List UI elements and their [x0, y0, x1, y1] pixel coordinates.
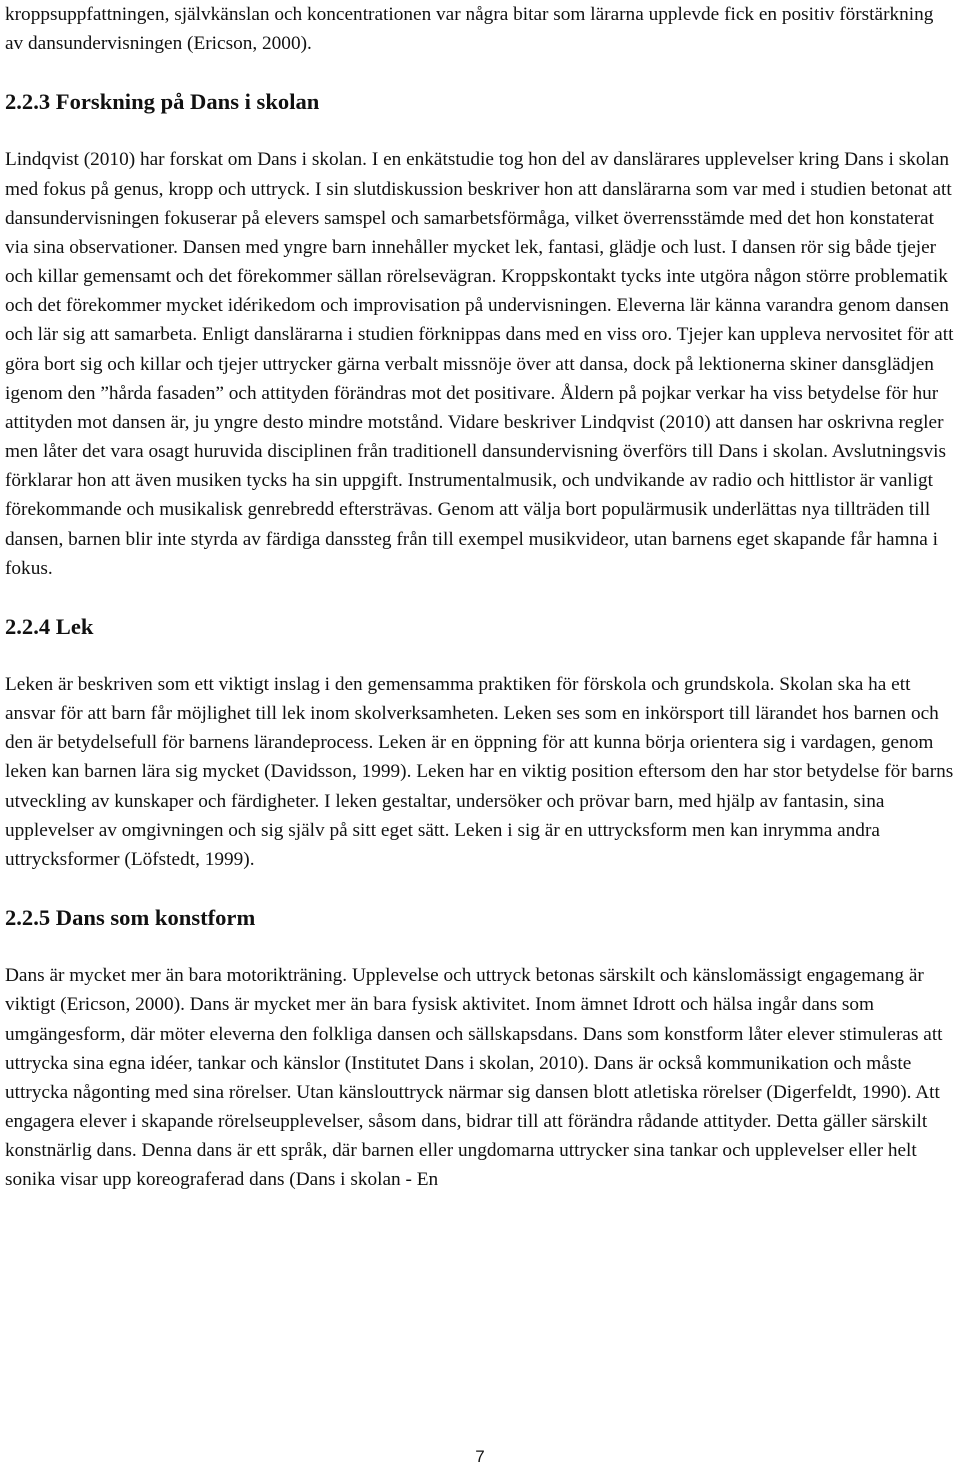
spacer: [5, 583, 955, 612]
section-heading-2-2-3: 2.2.3 Forskning på Dans i skolan: [5, 89, 320, 115]
section-heading-2-2-4: 2.2.4 Lek: [5, 613, 94, 639]
spacer: [5, 874, 955, 903]
section-paragraph-2-2-4: Leken är beskriven som ett viktigt inslag i den gemensamma praktiken för förskola och grundskola. Skolan ska ha ett ansvar för att barn får möjlighet till lek inom skolverksamheten. Leken ses som en inkörsport till lärandet hos barnen och den är betydelsefull för barnens lärandeprocess. Leken är en öppning för att kunna börja orientera sig i vardagen, genom leken kan barnen lära sig mycket (Davidsson, 1999). Leken har en viktig position eftersom den har stor betydelse för barns utveckling av kunskaper och färdigheter. I leken gestaltar, undersöker och prövar barn, med hjälp av fantasin, sina upplevelser av omgivningen och sig själv på sitt eget sätt. Leken i sig är en uttrycksform men kan inrymma andra uttrycksformer (Löfstedt, 1999).: [5, 673, 954, 870]
spacer: [5, 641, 955, 670]
page-number: 7: [475, 1447, 485, 1466]
section-paragraph-2-2-3: Lindqvist (2010) har forskat om Dans i skolan. I en enkätstudie tog hon del av danslärares upplevelser kring Dans i skolan med fokus på genus, kropp och uttryck. I sin slutdiskussion beskriver hon att danslärarna som var med i studien betonat att dansundervisningen fokuserar på elevers samspel och samarbetsförmåga, vilket överrensstämde med det hon konstaterat via sina observationer. Dansen med yngre barn innehåller mycket lek, fantasi, glädje och lust. I dansen rör sig både tjejer och killar gemensamt och det förekommer sällan rörelsevägran. Kroppskontakt tycks inte utgöra någon större problematik och det förekommer mycket idérikedom och improvisation på undervisningen. Eleverna lär känna varandra genom dansen och lär sig att samarbeta. Enligt danslärarna i studien förknippas dans med en viss oro. Tjejer kan uppleva nervositet för att göra bort sig och killar och tjejer uttrycker gärna verbalt missnöje över att dansa, dock på lektionerna skiner dansglädjen igenom den ”hårda fasaden” och attityden förändras mot det positivare. Åldern på pojkar verkar ha viss betydelse för hur attityden mot dansen är, ju yngre desto mindre motstånd. Vidare beskriver Lindqvist (2010) att dansen har oskrivna regler men låter det vara osagt huruvida disciplinen från traditionell dansundervisning överförs till Dans i skolan. Avslutningsvis förklarar hon att även musiken tycks ha sin uppgift. Instrumentalmusik, och undvikande av radio och hittlistor är vanligt förekommande och musikalisk genrebredd eftersträvas. Genom att välja bort populärmusik underlättas nya tillträden till dansen, barnen blir inte styrda av färdiga danssteg från till exempel musikvideor, utan barnens eget skapande får hamna i fokus.: [5, 149, 954, 579]
document-page: [5, 0, 955, 1194]
spacer: [5, 58, 955, 87]
spacer: [5, 932, 955, 961]
section-heading-2-2-5: 2.2.5 Dans som konstform: [5, 905, 256, 931]
spacer: [5, 116, 955, 145]
section-paragraph-2-2-5: Dans är mycket mer än bara motorikträning. Upplevelse och uttryck betonas särskilt och känslomässigt engagemang är viktigt (Ericson, 2000). Dans är mycket mer än bara fysisk aktivitet. Inom ämnet Idrott och hälsa ingår dans som umgängesform, där möter eleverna den folkliga dansen och sällskapsdans. Dans som konstform låter elever stimuleras att uttrycka sina egna idéer, tankar och känslor (Institutet Dans i skolan, 2010). Dans är också kommunikation och måste uttrycka någonting med sina rörelser. Utan känslouttryck närmar sig dansen blott atletiska rörelser (Digerfeldt, 1990). Att engagera elever i skapande rörelseupplevelser, såsom dans, bidrar till att förändra rådande attityder. Detta gäller särskilt konstnärlig dans. Denna dans är ett språk, där barnen eller ungdomarna uttrycker sina tankar och upplevelser eller helt sonika visar upp koreograferad dans (Dans i skolan - En: [5, 965, 943, 1191]
intro-paragraph: kroppsuppfattningen, självkänslan och koncentrationen var några bitar som lärarna upplevde fick en positiv förstärkning av dansundervisningen (Ericson, 2000).: [5, 4, 934, 55]
